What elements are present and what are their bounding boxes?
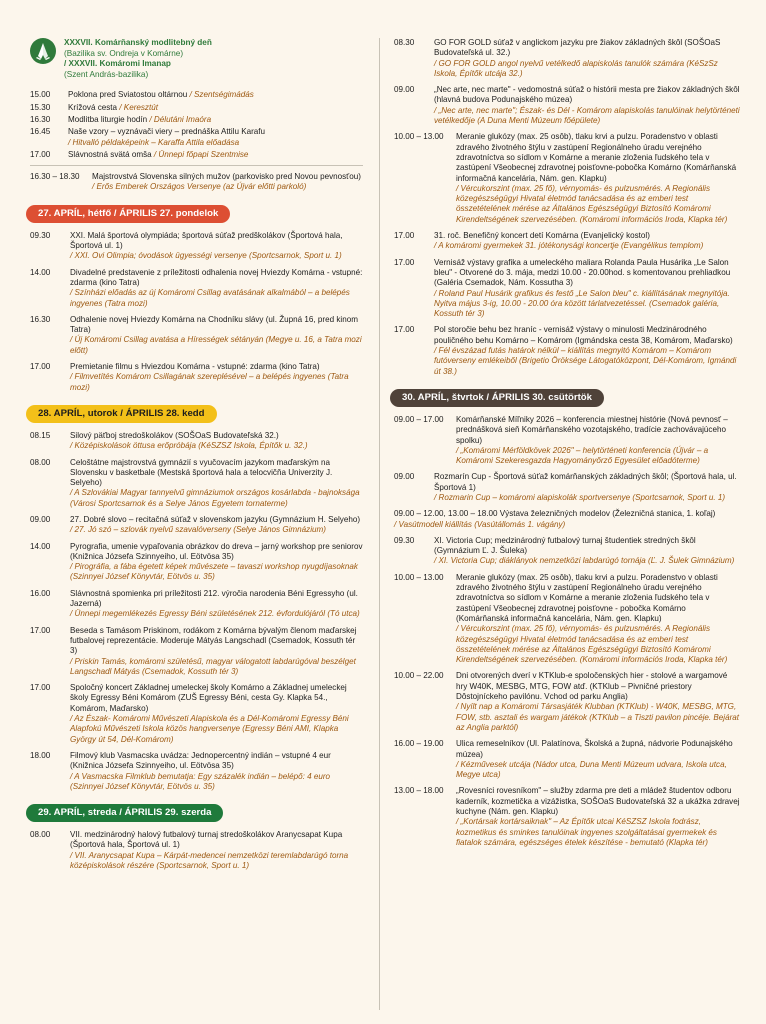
event-hu: / Középiskolások öttusa erőpróbája (KéSZSZ Iskola, Építők u. 32.) [70, 441, 308, 451]
praying-hands-icon [30, 38, 56, 64]
event-item [30, 589, 363, 620]
event-sk: XXI. Malá športová olympiáda; športová súťaž predškolákov (Športová hala, Športová ul. 1) [70, 230, 343, 251]
event-time: 09.30 [394, 535, 415, 545]
event-time: 15.30 [30, 102, 51, 112]
event-time: 16.30 – 18.30 [30, 172, 80, 182]
prayer-day-header [30, 38, 363, 80]
event-sk: 31. roč. Benefičný koncert detí Komárna (Evanjelický kostol) [434, 231, 650, 241]
event-hu: / Vércukorszint (max. 25 fő), vérnyomás- és pulzusmérés. A Regionális közegészségügyi Hivatal életmód tanácsadása és az emberi test összetételének mérése az Általános Egészségügyi Biztosító Komáromi Kirendeltségének szervezésében. (Komáromi információs Iroda, Klapka tér) [456, 624, 728, 665]
event-sk: Rozmarín Cup - Športová súťaž komárňanských základných škôl; (Športová hala, ul. Športová 1) [434, 472, 737, 492]
event-sk: Krížová cesta [68, 102, 118, 112]
event-item [30, 431, 363, 452]
event-item [30, 231, 363, 262]
event-hu: / „Kortársak kortársaiknak" – Az Építők utcai KéSZSZ Iskola fodrász, kozmetikus és sminkes tanulóinak ingyenes szolgáltatásai gyermekek és fiatalok számára, egészséges ételek készítése - bemutató (Klapka tér) [456, 817, 717, 847]
event-sk: Beseda s Tamásom Priskinom, rodákom z Komárna bývalým členom maďarskej futbalovej reprezentácie. Moderuje Mátyás Langschadl (Csemadok, Kossuth tér 3) [70, 625, 357, 656]
event-time: 17.00 [30, 362, 51, 372]
events-29-right [394, 38, 740, 377]
event-time: 16.30 [30, 114, 51, 124]
event-hu: / A komáromi gyermekek 31. jótékonysági koncertje (Evangélikus templom) [434, 241, 704, 251]
event-sk: VII. medzinárodný halový futbalový turnaj stredoškolákov Aranycsapat Kupa (Športová hala, Športová ul. 1) [70, 830, 343, 850]
event-hu: / XI. Victoria Cup; diáklányok nemzetközi labdarúgó tornája (Ľ. J. Šulek Gimnázium) [434, 556, 735, 566]
event-sk: Odhalenie novej Hviezdy Komárna na Chodníku slávy (ul. Župná 16, pred kinom Tatra) [70, 314, 358, 335]
event-sk: Komárňanské Míľniky 2026 – konferencia miestnej histórie (Nová pevnosť – prednášková sieň Komárňanského vozotajského, tradície zachovávajúceho spolku) [456, 414, 728, 445]
event-sk: Meranie glukózy (max. 25 osôb), tlaku krvi a pulzu. Poradenstvo v oblasti zdravého životného štýlu v zastúpení Regionálneho úradu verejného zdravotníctva so sídlom v Komárne a meranie zloženia ľudského tela v zastúpení Všeobecnej zdravotnej poisťovne - pobočka Komárno (Komárňanská informačná kancelária, Nám. gen. Klapku) [456, 572, 718, 623]
event-hu: / Szentségimádás [187, 90, 254, 100]
event-time: 16.30 [30, 314, 51, 324]
right-column [394, 38, 740, 854]
day-banner-29: 29. APRÍL, streda / ÁPRILIS 29. szerda [26, 804, 223, 822]
event-time: 17.00 [30, 625, 51, 635]
prayer-row [30, 127, 363, 148]
day-banner-27: 27. APRÍL, hétfő / ÁPRILIS 27. pondelok [26, 205, 230, 223]
event-sk: Slávnostná spomienka pri príležitosti 212. výročia narodenia Béni Egressyho (ul. Jazerná) [70, 588, 358, 609]
events-27 [30, 231, 363, 393]
event-item [394, 671, 740, 733]
prayer-schedule [30, 90, 363, 160]
day-banner-28: 28. APRÍL, utorok / ÁPRILIS 28. kedd [26, 405, 217, 423]
event-hu: / „Komáromi Mérföldkövek 2026" – helytörténeti konferencia (Újvár – a Komáromi Szekeresgazda Hagyományőrző Egyesület előadóterme) [456, 445, 709, 466]
event-sk: Pyrografia, umenie vypaľovania obrázkov do dreva – jarný workshop pre seniorov (Knižnica Józsefa Szinnyeiho, ul. Eötvösa 35) [70, 541, 363, 561]
event-item [394, 258, 740, 320]
event-item [30, 362, 363, 393]
event-sk: Silový päťboj stredoškolákov (SOŠOaS Budovateľská 32.) [70, 430, 279, 440]
event-sk: Majstrovstvá Slovenska silných mužov (parkovisko pred Novou pevnosťou) [92, 172, 361, 182]
event-time: 17.00 [30, 683, 51, 693]
event-hu: / 27. Jó szó – szlovák nyelvű szavalóverseny (Selye János Gimnázium) [70, 525, 326, 535]
event-hu: / Roland Paul Husárik grafikus és festő „Le Salon bleu" c. kiállításának megnyitója. Nyitva május 3-ig, 10.00 - 20.00 óra között tárlatvezetéssel. (Csemadok galéria, Kossuth tér 3) [434, 288, 730, 319]
event-sk: Vernisáž výstavy grafika a umeleckého maliara Rolanda Paula Husárika „Le Salon bleu" - Otvorené do 3. mája, medzi 10.00 - 20.00hod. s komentovanou prehliadkou (Galéria Csemadok, Nám. Kossutha 3) [434, 257, 731, 288]
event-time: 10.00 – 13.00 [394, 132, 444, 142]
event-hu: / Keresztút [117, 102, 158, 112]
event-time: 13.00 – 18.00 [394, 786, 444, 796]
event-sk: „Nec arte, nec marte" - vedomostná súťaž o histórii mesta pre žiakov základných škôl (hlavná budova Podunajského múzea) [434, 85, 740, 105]
event-time: 17.00 [394, 231, 415, 241]
event-time: 09.30 [30, 230, 51, 240]
event-sk: Slávnostná svätá omša [68, 149, 152, 159]
event-sk: Poklona pred Sviatostou oltárnou [68, 90, 188, 100]
event-item [394, 472, 740, 503]
event-sk: Dni otvorených dverí v KTKlub-e spoločenských hier - stolové a wargamové hry W40K, MESBG, MTG, FOW atď. (KTKlub – Pivničné priestory Dôstojníckeho pavilónu. Vchod od parku Anglia) [456, 671, 728, 702]
event-time: 08.15 [30, 430, 51, 440]
event-time: 18.00 [30, 750, 51, 760]
event-time: 08.00 [30, 457, 51, 467]
event-item [30, 268, 363, 309]
event-time: 10.00 – 13.00 [394, 572, 444, 582]
events-28 [30, 431, 363, 792]
event-hu: / Új Komáromi Csillag avatása a Hírességek sétányán (Megye u. 16, a Tatra mozi előtt) [70, 335, 362, 355]
event-sk: Premietanie filmu s Hviezdou Komárna - vstupné: zdarma (kino Tatra) [70, 362, 320, 372]
event-time: 09.00 [394, 472, 415, 482]
event-time: 09.00 [394, 85, 415, 95]
event-hu: / „Nec arte, nec marte"; Észak- és Dél - Komárom alapiskolás tanulóinak helytörténeti vetélkedője (A Duna Menti Múzeum főépülete) [434, 105, 740, 126]
header-subtitle-sk: (Bazilika sv. Ondreja v Komárne) [64, 48, 184, 58]
event-item [394, 739, 740, 780]
event-sk: Pol storočie behu bez hraníc - vernisáž výstavy o minulosti Medzinárodného pouličného behu Komárno – Komárom (Igmándska cesta 38, Komárom, Maďarsko) [434, 325, 733, 345]
event-sk: Výstava železničných modelov (Železničná stanica, 1. koľaj) [499, 509, 716, 519]
event-time: 09.00 – 12.00, 13.00 – 18.00 [394, 509, 498, 519]
event-sk: GO FOR GOLD súťaž v anglickom jazyku pre žiakov základných škôl (SOŠOaS Budovateľská ul. 32.) [434, 38, 721, 58]
event-sk: Meranie glukózy (max. 25 osôb), tlaku krvi a pulzu. Poradenstvo v oblasti zdravého životného štýlu v zastúpení Regionálneho úradu verejného zdravotníctva so sídlom v Komárne a meranie zloženia ľudského tela v zastúpení Všeobecnej zdravotnej poisťovne-pobočka Komárno (Komárňanská informačná kancelária, Nám. gen. Klapku) [456, 132, 737, 183]
event-item [394, 509, 740, 530]
event-hu: / A Szlovákiai Magyar tannyelvű gimnáziumok országos kosárlabda - bajnoksága (Városi Sportcsarnok és a Selye János Egyetem tornaterme) [70, 488, 360, 508]
prayer-row [30, 103, 363, 113]
event-item [394, 786, 740, 848]
event-hu: / Priskin Tamás, komáromi születésű, magyar válogatott labdarúgóval beszélget Langschadl Mátyás (Csemadok, Kossuth tér 3) [70, 656, 356, 676]
event-sk: Naše vzory – vyznávači viery – prednáška Attilu Karafu [68, 127, 266, 137]
event-item [30, 830, 363, 871]
header-subtitle-hu: (Szent András-bazilika) [64, 69, 149, 79]
event-item [30, 515, 363, 536]
event-sk: XI. Victoria Cup; medzinárodný futbalový turnaj študentiek stredných škôl (Gymnázium Ľ. J. Šuleka) [434, 535, 696, 556]
events-30 [394, 415, 740, 848]
event-hu: / A Vasmacska Filmklub bemutatja: Egy százalék indián – belépő: 4 euro (Szinnyei József Könyvtár, Eötvös u. 35) [70, 771, 331, 791]
event-item [394, 231, 740, 252]
event-item [30, 315, 363, 356]
column-divider [379, 38, 380, 1010]
event-time: 10.00 – 22.00 [394, 671, 444, 681]
event-time: 08.00 [30, 830, 51, 840]
event-hu: / Fél évszázad futás határok nélkül – kiállítás megnyitó Komárom – Komárom futóverseny emlékeiből (Brigetio Öröksége Látogatóközpont, Dél-Komárom, Igmándi út 38.) [434, 346, 737, 376]
event-item [394, 536, 740, 567]
event-sk: Celoštátne majstrovstvá gymnázií s vyučovacím jazykom maďarským na Slovensku v basketbale (Mestská športová hala a telocvičňa Univerzity J. Selyeho) [70, 457, 333, 488]
event-hu: / Az Észak- Komáromi Művészeti Alapiskola és a Dél-Komáromi Egressy Béni Alapfokú Művészeti Iskola közös hangversenye (Egressy Béni AMI, Klapka György út 54, Dél-Komárom) [70, 714, 349, 744]
event-hu: / Délutáni Imaóra [147, 114, 212, 124]
header-title-hu: / XXXVII. Komáromi Imanap [64, 59, 171, 69]
event-time: 16.45 [30, 127, 51, 137]
event-hu: / Vasútmodell kiállítás (Vasútállomás 1. vágány) [394, 519, 566, 529]
event-item [394, 325, 740, 376]
prayer-row [30, 115, 363, 125]
header-text [64, 38, 212, 80]
event-hu: / Ünnepi megemlékezés Egressy Béni születésének 212. évfordulójáról (Tó utca) [70, 609, 360, 619]
prayer-row [30, 150, 363, 160]
event-item [394, 38, 740, 79]
section-separator [30, 165, 363, 166]
event-time: 09.00 [30, 514, 51, 524]
event-hu: / Pirográfia, a fába égetett képek művészete – tavaszi workshop nyugdíjasoknak (Szinnyei József Könyvtár, Eötvös u. 35) [70, 562, 358, 582]
event-sk: „Rovesníci rovesníkom" – služby zdarma pre deti a mládež študentov odboru kaderník, kozmetička a vizážistka, SOŠOaS Budovateľská 32 a ukážka zdravej kuchyne (Nám. gen. Klapku) [456, 786, 740, 816]
event-item [394, 573, 740, 666]
event-item [394, 415, 740, 466]
event-item [394, 132, 740, 225]
day-banner-30: 30. APRÍL, štvrtok / ÁPRILIS 30. csütörtök [390, 389, 604, 407]
event-time: 08.30 [394, 38, 415, 47]
event-sk: Ulica remeselníkov (Ul. Palatínova, Školská a župná, nádvorie Podunajského múzea) [456, 739, 733, 759]
event-time: 14.00 [30, 541, 51, 551]
event-hu: / Rozmarin Cup – komáromi alapiskolák sportversenye (Sportcsarnok, Sport u. 1) [434, 492, 726, 502]
event-hu: / GO FOR GOLD angol nyelvű vetélkedő alapiskolás tanulók számára (KéSzSz Iskola, Építők utcája 32.) [434, 58, 718, 78]
event-time: 09.00 – 17.00 [394, 414, 444, 424]
event-sk: Divadelné predstavenie z príležitosti odhalenia novej Hviezdy Komárna - vstupné: zdarma (kino Tatra) [70, 267, 363, 287]
event-item [30, 458, 363, 509]
event-item [30, 626, 363, 677]
event-sk: Modlitba liturgie hodín [68, 114, 148, 124]
event-time: 17.00 [394, 325, 415, 335]
event-hu: / Színházi előadás az új Komáromi Csillag avatásának alkalmából – a belépés ingyenes (Tatra mozi) [70, 288, 350, 308]
event-time: 16.00 – 19.00 [394, 739, 444, 749]
prayer-row [30, 90, 363, 100]
event-hu: / Hitvalló példaképeink – Karaffa Attila előadása [68, 137, 240, 147]
event-item [30, 542, 363, 583]
event-hu: / Nyílt nap a Komáromi Társasjáték Klubban (KTKlub) - W40K, MESBG, MTG, FOW, stb. asztali és wargam játékok (KTKlub – a Tiszti pavilon pincéje. Bejárat az Anglia parktól) [456, 702, 740, 732]
event-strongman [30, 172, 363, 193]
event-hu: / VII. Aranycsapat Kupa – Kárpát-medencei nemzetközi teremlabdarúgó torna középiskolások részére (Sportcsarnok, Sport u. 1) [70, 850, 349, 870]
event-time: 17.00 [30, 149, 51, 159]
event-time: 14.00 [30, 267, 51, 277]
event-hu: / Erős Emberek Országos Versenye (az Újvár előtti parkoló) [92, 182, 307, 192]
event-hu: / Filmvetítés Komárom Csillagának szereplésével – a belépés ingyenes (Tatra mozi) [70, 372, 349, 392]
event-item [394, 85, 740, 126]
event-sk: 27. Dobré slovo – recitačná súťaž v slovenskom jazyku (Gymnázium H. Selyeho) [70, 514, 361, 524]
event-sk: Spoločný koncert Základnej umeleckej školy Komárno a Základnej umeleckej školy Egressy Béni Komárom (ZUŠ Egressy Béni, cesta Gy. Klapka 54., Komárom, Maďarsko) [70, 683, 347, 713]
header-title-sk: XXXVII. Komárňanský modlitebný deň [64, 38, 212, 47]
event-item [30, 751, 363, 792]
event-hu: / Kézművesek utcája (Nádor utca, Duna Menti Múzeum udvara, Iskola utca, Megye utca) [456, 759, 727, 780]
event-time: 17.00 [394, 257, 415, 267]
event-hu: / Ünnepi főpapi Szentmise [151, 149, 249, 159]
events-29-left [30, 830, 363, 871]
event-item [30, 683, 363, 745]
event-time: 16.00 [30, 588, 51, 598]
event-hu: / XXI. Ovi Olimpia; óvodások ügyességi versenye (Sportcsarnok, Sport u. 1) [70, 251, 342, 261]
event-hu: / Vércukorszint (max. 25 fő), vérnyomás- és pulzusmérés. A Regionális közegészségügyi Hivatal életmód tanácsadása és az emberi test összetételének mérése az Általános Egészségügyi Biztosító Komáromi Kirendeltségének szervezésében. (Komáromi információs Iroda, Klapka tér) [456, 183, 728, 224]
event-sk: Filmový klub Vasmacska uvádza: Jednopercentný indián – vstupné 4 eur (Knižnica Józsefa Szinnyeiho, ul. Eötvösa 35) [70, 750, 331, 771]
event-time: 15.00 [30, 90, 51, 100]
left-column [30, 38, 363, 877]
